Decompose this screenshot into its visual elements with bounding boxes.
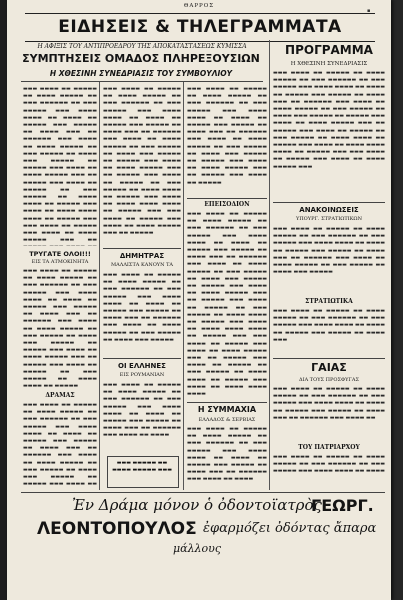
page-corner-mark: ▪ (367, 8, 371, 14)
scan-edge (391, 0, 403, 600)
divider (103, 358, 181, 359)
divider (103, 248, 181, 249)
column-rule (183, 82, 184, 490)
section-dimitras-subtitle: ΜΑΛΛΙΣΤΑ ΚΑΝΟΥΝ ΤΑ (110, 262, 174, 268)
section-ellines-subtitle: ΕΙΣ ΡΟΥΜΑΝΙΑΝ (119, 372, 165, 378)
column-rule (99, 82, 100, 490)
column-4-text-bottom: ▬▬▬ ▬▬▬▬ ▬▬ ▬▬▬▬▬ ▬▬ ▬▬▬▬ ▬▬▬▬▬ ▬▬ ▬▬▬ ▬▬▬▬▬▬ ▬▬ ▬▬▬ ▬▬▬▬▬ ▬▬▬ ▬▬▬▬ ▬▬▬▬ ▬▬ ▬▬▬▬ (273, 454, 385, 475)
column-4-text-lower: ▬▬▬ ▬▬▬▬ ▬▬ ▬▬▬▬▬ ▬▬ ▬▬▬▬ ▬▬▬▬▬ ▬▬ ▬▬▬ ▬▬▬▬▬▬ ▬▬ ▬▬▬ ▬▬▬▬▬ ▬▬▬ ▬▬▬▬ ▬▬▬▬ ▬▬ ▬▬▬▬ ▬▬ ▬▬▬▬▬ ▬▬▬ ▬▬▬▬▬ ▬▬ ▬▬▬▬ ▬▬▬ (273, 308, 385, 343)
bottom-ad-name-right: ΓΕΩΡΓ. (311, 496, 374, 515)
masthead-subtitle: Η ΑΦΙΞΙΣ ΤΟΥ ΑΝΤΙΠΡΟΕΔΡΟΥ ΤΗΣ ΑΠΟΚΑΤΑΣΤΑΣΕΩΣ ΚΥΜΙΣΣΑ (37, 43, 247, 50)
bottom-ad-name-left: ΛΕΟΝΤΟΠΟΥΛΟΣ (37, 519, 197, 539)
bottom-ad-line-2: ἐφαρμόζει ὀδόντας ἄπαρα (203, 521, 377, 536)
right-box-subtitle: Η ΧΘΕΣΙΝΗ ΣΥΝΕΔΡΙΑΣΙΣ (290, 61, 368, 67)
right-box-title: ΠΡΟΓΡΑΜΜΑ (285, 43, 373, 57)
column-1-text-top: ▬▬▬ ▬▬▬▬ ▬▬ ▬▬▬▬▬ ▬▬ ▬▬▬▬ ▬▬▬▬▬ ▬▬ ▬▬▬ ▬▬▬▬▬▬ ▬▬ ▬▬▬ ▬▬▬▬▬ ▬▬▬ ▬▬▬▬ ▬▬▬▬ ▬▬ ▬▬▬▬ ▬▬ ▬▬▬▬▬ ▬▬▬ ▬▬▬▬▬ ▬▬ ▬▬▬▬ ▬▬▬ ▬▬ ▬▬▬▬▬▬ ▬▬▬ ▬▬▬▬ ▬▬ ▬▬▬▬ ▬▬▬▬▬ ▬▬ ▬▬▬ ▬▬▬▬▬ ▬▬ ▬▬▬▬ ▬▬▬ ▬▬▬▬▬ ▬▬ ▬▬▬▬▬ ▬▬▬ ▬▬▬▬ ▬▬ ▬▬▬▬ ▬▬▬▬▬ ▬▬▬ ▬▬ ▬▬▬▬▬ ▬▬▬ ▬▬▬▬ ▬▬ ▬▬▬▬▬ ▬▬ ▬▬▬ ▬▬▬▬▬ ▬▬ ▬▬▬▬ ▬▬▬▬ ▬▬ ▬▬▬▬▬ ▬▬▬ ▬▬▬▬ ▬▬ ▬▬▬▬ ▬▬▬▬ ▬▬▬▬ ▬▬ ▬▬▬▬▬ ▬▬▬ ▬▬▬ ▬▬▬▬ ▬▬ ▬▬▬▬▬ ▬▬▬ ▬▬▬▬ ▬▬ ▬▬▬▬ ▬▬▬▬▬ ▬▬▬ ▬▬ (23, 86, 97, 244)
column-2-text-top: ▬▬▬ ▬▬▬▬ ▬▬ ▬▬▬▬▬ ▬▬ ▬▬▬▬ ▬▬▬▬▬ ▬▬ ▬▬▬ ▬▬▬▬▬▬ ▬▬ ▬▬▬ ▬▬▬▬▬ ▬▬▬ ▬▬▬▬ ▬▬▬▬ ▬▬ ▬▬▬▬ ▬▬ ▬▬▬▬▬ ▬▬▬ ▬▬▬▬▬ ▬▬ ▬▬▬▬ ▬▬▬ ▬▬ ▬▬▬▬▬▬ ▬▬▬ ▬▬▬▬ ▬▬ ▬▬▬▬ ▬▬▬▬▬ ▬▬ ▬▬▬ ▬▬▬▬▬ ▬▬ ▬▬▬▬ ▬▬▬ ▬▬▬▬▬ ▬▬ ▬▬▬▬▬ ▬▬▬ ▬▬▬▬ ▬▬ ▬▬▬▬ ▬▬▬▬▬ ▬▬▬ ▬▬ ▬▬▬▬▬ ▬▬▬ ▬▬▬▬ ▬▬ ▬▬▬▬▬ ▬▬ ▬▬▬ ▬▬▬▬▬ ▬▬ ▬▬▬▬ ▬▬▬▬ ▬▬ ▬▬▬▬▬ ▬▬▬ ▬▬▬▬ ▬▬ ▬▬▬▬ ▬▬▬▬ ▬▬▬▬ ▬▬ ▬▬▬▬▬ ▬▬▬ ▬▬▬ ▬▬▬▬ ▬▬ ▬▬▬▬▬ ▬▬▬ ▬▬▬▬ ▬▬ ▬▬▬▬ ▬▬▬▬▬ ▬▬▬ ▬▬ ▬▬▬▬▬ (103, 86, 181, 237)
section-dimitras-title: ΔΗΜΗΤΡΑΣ (119, 252, 165, 260)
section-trygetai-subtitle: ΕΙΣ ΤΑ ΑΤΜΟΚΙΝΗΤΑ (31, 259, 89, 265)
divider (273, 202, 385, 203)
paper-name: ΘΑΡΡΟΣ (183, 3, 215, 9)
newspaper-page (7, 0, 391, 600)
masthead: ΕΙΔΗΣΕΙΣ & ΤΗΛΕΓΡΑΜΜΑΤΑ (25, 13, 375, 42)
small-ad-text: ▬▬▬ ▬▬▬▬▬ ▬▬ ▬▬▬▬ ▬▬▬▬▬ ▬▬▬ (112, 460, 172, 473)
section-anakoinoseis-title: ΑΝΑΚΟΙΝΩΣΕΙΣ (299, 206, 359, 214)
section-patriarchou-title: ΤΟΥ ΠΑΤΡΙΑΡΧΟΥ (298, 444, 360, 451)
section-symmachia-subtitle: ΕΛΛΑΔΟΣ & ΣΕΡΒΙΑΣ (198, 417, 256, 423)
column-3-text-mid: ▬▬▬ ▬▬▬▬ ▬▬ ▬▬▬▬▬ ▬▬ ▬▬▬▬ ▬▬▬▬▬ ▬▬ ▬▬▬ ▬▬▬▬▬▬ ▬▬ ▬▬▬ ▬▬▬▬▬ ▬▬▬ ▬▬▬▬ ▬▬▬▬ ▬▬ ▬▬▬▬ ▬▬ ▬▬▬▬▬ ▬▬▬ ▬▬▬▬▬ ▬▬ ▬▬▬▬ ▬▬▬ ▬▬ ▬▬▬▬▬▬ ▬▬▬ ▬▬▬▬ ▬▬ ▬▬▬▬ ▬▬▬▬▬ ▬▬ ▬▬▬ ▬▬▬▬▬ ▬▬ ▬▬▬▬ ▬▬▬ ▬▬▬▬▬ ▬▬ ▬▬▬▬▬ ▬▬▬ ▬▬▬▬ ▬▬ ▬▬▬▬ ▬▬▬▬▬ ▬▬▬ ▬▬ ▬▬▬▬▬ ▬▬▬ ▬▬▬▬ ▬▬ ▬▬▬▬▬ ▬▬ ▬▬▬ ▬▬▬▬▬ ▬▬ ▬▬▬▬ ▬▬▬▬ ▬▬ ▬▬▬▬▬ ▬▬▬ ▬▬▬▬ ▬▬ ▬▬▬▬ ▬▬▬▬ ▬▬▬▬ ▬▬ ▬▬▬▬▬ ▬▬▬ ▬▬▬ ▬▬▬▬ ▬▬ ▬▬▬▬▬ ▬▬▬ ▬▬▬▬ ▬▬ ▬▬▬▬ ▬▬▬▬▬ ▬▬▬ ▬▬ ▬▬▬▬▬ ▬▬▬ ▬▬▬▬ ▬▬ ▬▬▬▬▬ ▬▬ ▬▬▬ ▬▬▬▬▬ ▬▬ ▬▬▬▬ ▬▬▬▬ ▬▬ ▬▬▬▬▬ ▬▬▬ ▬▬▬▬ ▬▬ ▬▬▬▬ ▬▬▬▬ ▬▬▬▬ (187, 211, 267, 398)
bottom-ad-line-3: μάλλους (173, 542, 221, 555)
column-1-text-bottom: ▬▬▬ ▬▬▬▬ ▬▬ ▬▬▬▬▬ ▬▬ ▬▬▬▬ ▬▬▬▬▬ ▬▬ ▬▬▬ ▬▬▬▬▬▬ ▬▬ ▬▬▬ ▬▬▬▬▬ ▬▬▬ ▬▬▬▬ ▬▬▬▬ ▬▬ ▬▬▬▬ ▬▬ ▬▬▬▬▬ ▬▬▬ ▬▬▬▬▬ ▬▬ ▬▬▬▬ ▬▬▬ ▬▬ ▬▬▬▬▬▬ ▬▬▬ ▬▬▬▬ ▬▬ ▬▬▬▬ ▬▬▬▬▬ ▬▬ ▬▬▬ ▬▬▬▬▬ ▬▬ ▬▬▬▬ ▬▬▬ ▬▬▬▬▬ ▬▬ ▬▬▬▬▬ ▬▬▬ ▬▬▬▬ ▬▬ (23, 402, 97, 488)
section-ellines-title: ΟΙ ΕΛΛΗΝΕΣ (118, 362, 166, 370)
section-trygetai-title: ΤΡΥΓΑΤΕ ΟΛΟΙ!!! (29, 250, 91, 258)
column-4-text-mid: ▬▬▬ ▬▬▬▬ ▬▬ ▬▬▬▬▬ ▬▬ ▬▬▬▬ ▬▬▬▬▬ ▬▬ ▬▬▬ ▬▬▬▬▬▬ ▬▬ ▬▬▬ ▬▬▬▬▬ ▬▬▬ ▬▬▬▬ ▬▬▬▬ ▬▬ ▬▬▬▬ ▬▬ ▬▬▬▬▬ ▬▬▬ ▬▬▬▬▬ ▬▬ ▬▬▬▬ ▬▬▬ ▬▬ ▬▬▬▬▬▬ ▬▬▬ ▬▬▬▬ ▬▬ ▬▬▬▬ ▬▬▬▬▬ ▬▬ ▬▬▬ ▬▬▬▬▬ ▬▬ ▬▬▬▬ ▬▬▬ ▬▬▬▬▬ (273, 226, 385, 276)
column-1-text-mid: ▬▬▬ ▬▬▬▬ ▬▬ ▬▬▬▬▬ ▬▬ ▬▬▬▬ ▬▬▬▬▬ ▬▬ ▬▬▬ ▬▬▬▬▬▬ ▬▬ ▬▬▬ ▬▬▬▬▬ ▬▬▬ ▬▬▬▬ ▬▬▬▬ ▬▬ ▬▬▬▬ ▬▬ ▬▬▬▬▬ ▬▬▬ ▬▬▬▬▬ ▬▬ ▬▬▬▬ ▬▬▬ ▬▬ ▬▬▬▬▬▬ ▬▬▬ ▬▬▬▬ ▬▬ ▬▬▬▬ ▬▬▬▬▬ ▬▬ ▬▬▬ ▬▬▬▬▬ ▬▬ ▬▬▬▬ ▬▬▬ ▬▬▬▬▬ ▬▬ ▬▬▬▬▬ ▬▬▬ ▬▬▬▬ ▬▬ ▬▬▬▬ ▬▬▬▬▬ ▬▬▬ ▬▬ ▬▬▬▬▬ ▬▬▬ ▬▬▬▬ ▬▬ ▬▬▬▬▬ ▬▬ ▬▬▬ ▬▬▬▬▬ ▬▬ ▬▬▬▬ ▬▬▬▬ ▬▬ ▬▬▬▬▬ (23, 268, 97, 388)
section-symmachia-title: Η ΣΥΜΜΑΧΙΑ (197, 405, 257, 414)
bottom-ad-line-1: Ἐν Δράμα μόνον ὁ ὀδοντοϊατρὸς (72, 496, 322, 514)
section-epeisodion-title: ΕΠΕΙΣΟΔΙΟΝ (204, 201, 250, 208)
section-dramas-title: ΔΡΑΜΑΣ (45, 392, 75, 399)
main-headline: ΣΥΜΠΤΗΣΕΙΣ ΟΜΑΔΟΣ ΠΛΗΡΕΞΟΥΣΙΩΝ (22, 52, 260, 65)
section-anakoinoseis-subtitle: ΥΠΟΥΡΓ. ΣΤΡΑΤΙΩΤΙΚΩΝ (296, 216, 362, 222)
column-2-text-mid: ▬▬▬ ▬▬▬▬ ▬▬ ▬▬▬▬▬ ▬▬ ▬▬▬▬ ▬▬▬▬▬ ▬▬ ▬▬▬ ▬▬▬▬▬▬ ▬▬ ▬▬▬ ▬▬▬▬▬ ▬▬▬ ▬▬▬▬ ▬▬▬▬ ▬▬ ▬▬▬▬ ▬▬ ▬▬▬▬▬ ▬▬▬ ▬▬▬▬▬ ▬▬ ▬▬▬▬ ▬▬▬ ▬▬ ▬▬▬▬▬▬ ▬▬▬ ▬▬▬▬ ▬▬ ▬▬▬▬ ▬▬▬▬▬ ▬▬ ▬▬▬ ▬▬▬▬▬ ▬▬ ▬▬▬▬ ▬▬▬ ▬▬▬▬▬ (103, 272, 181, 343)
main-subheadline: Η ΧΘΕΣΙΝΗ ΣΥΝΕΔΡΙΑΣΙΣ ΤΟΥ ΣΥΜΒΟΥΛΙΟΥ (49, 69, 233, 78)
section-gaias-subtitle: ΔΙΑ ΤΟΥΣ ΠΡΟΣΦΥΓΑΣ (298, 377, 360, 383)
divider (21, 492, 385, 493)
column-3-text-top: ▬▬▬ ▬▬▬▬ ▬▬ ▬▬▬▬▬ ▬▬ ▬▬▬▬ ▬▬▬▬▬ ▬▬ ▬▬▬ ▬▬▬▬▬▬ ▬▬ ▬▬▬ ▬▬▬▬▬ ▬▬▬ ▬▬▬▬ ▬▬▬▬ ▬▬ ▬▬▬▬ ▬▬ ▬▬▬▬▬ ▬▬▬ ▬▬▬▬▬ ▬▬ ▬▬▬▬ ▬▬▬ ▬▬ ▬▬▬▬▬▬ ▬▬▬ ▬▬▬▬ ▬▬ ▬▬▬▬ ▬▬▬▬▬ ▬▬ ▬▬▬ ▬▬▬▬▬ ▬▬ ▬▬▬▬ ▬▬▬ ▬▬▬▬▬ ▬▬ ▬▬▬▬▬ ▬▬▬ ▬▬▬▬ ▬▬ ▬▬▬▬ ▬▬▬▬▬ ▬▬▬ ▬▬ ▬▬▬▬▬ ▬▬▬ ▬▬▬▬ ▬▬ ▬▬▬▬▬ (187, 86, 267, 186)
divider (187, 402, 267, 403)
column-4-text-gaias: ▬▬▬ ▬▬▬▬ ▬▬ ▬▬▬▬▬ ▬▬ ▬▬▬▬ ▬▬▬▬▬ ▬▬ ▬▬▬ ▬▬▬▬▬▬ ▬▬ ▬▬▬ ▬▬▬▬▬ ▬▬▬ ▬▬▬▬ ▬▬▬▬ ▬▬ ▬▬▬▬ ▬▬ ▬▬▬▬▬ ▬▬▬ ▬▬▬▬▬ ▬▬ ▬▬▬▬ ▬▬▬ ▬▬ ▬▬▬▬▬▬ ▬▬▬ ▬▬▬▬ ▬▬ (273, 386, 385, 421)
divider (273, 358, 385, 359)
divider (187, 198, 267, 199)
section-stratiotika-title: ΣΤΡΑΤΙΩΤΙΚΑ (305, 298, 353, 305)
divider (21, 81, 263, 82)
column-3-text-bottom: ▬▬▬ ▬▬▬▬ ▬▬ ▬▬▬▬▬ ▬▬ ▬▬▬▬ ▬▬▬▬▬ ▬▬ ▬▬▬ ▬▬▬▬▬▬ ▬▬ ▬▬▬ ▬▬▬▬▬ ▬▬▬ ▬▬▬▬ ▬▬▬▬ ▬▬ ▬▬▬▬ ▬▬ ▬▬▬▬▬ ▬▬▬ ▬▬▬▬▬ ▬▬ ▬▬▬▬ ▬▬▬ ▬▬ ▬▬▬▬▬▬ ▬▬▬ ▬▬▬▬ ▬▬ ▬▬▬▬ (187, 426, 267, 483)
column-2-text-bottom: ▬▬▬ ▬▬▬▬ ▬▬ ▬▬▬▬▬ ▬▬ ▬▬▬▬ ▬▬▬▬▬ ▬▬ ▬▬▬ ▬▬▬▬▬▬ ▬▬ ▬▬▬ ▬▬▬▬▬ ▬▬▬ ▬▬▬▬ ▬▬▬▬ ▬▬ ▬▬▬▬ ▬▬ ▬▬▬▬▬ ▬▬▬ ▬▬▬▬▬ ▬▬ ▬▬▬▬ ▬▬▬ ▬▬ ▬▬▬▬▬▬ ▬▬▬ ▬▬▬▬ ▬▬ ▬▬▬▬ (103, 382, 181, 439)
column-4-text-top: ▬▬▬ ▬▬▬▬ ▬▬ ▬▬▬▬▬ ▬▬ ▬▬▬▬ ▬▬▬▬▬ ▬▬ ▬▬▬ ▬▬▬▬▬▬ ▬▬ ▬▬▬ ▬▬▬▬▬ ▬▬▬ ▬▬▬▬ ▬▬▬▬ ▬▬ ▬▬▬▬ ▬▬ ▬▬▬▬▬ ▬▬▬ ▬▬▬▬▬ ▬▬ ▬▬▬▬ ▬▬▬ ▬▬ ▬▬▬▬▬▬ ▬▬▬ ▬▬▬▬ ▬▬ ▬▬▬▬ ▬▬▬▬▬ ▬▬ ▬▬▬ ▬▬▬▬▬ ▬▬ ▬▬▬▬ ▬▬▬ ▬▬▬▬▬ ▬▬ ▬▬▬▬▬ ▬▬▬ ▬▬▬▬ ▬▬ ▬▬▬▬ ▬▬▬▬▬ ▬▬▬ ▬▬ ▬▬▬▬▬ ▬▬▬ ▬▬▬▬ ▬▬ ▬▬▬▬▬ ▬▬ ▬▬▬ ▬▬▬▬▬ ▬▬ ▬▬▬▬ ▬▬▬▬ ▬▬ ▬▬▬▬▬ ▬▬▬ ▬▬▬▬ ▬▬ ▬▬▬▬ ▬▬▬▬ ▬▬▬▬ ▬▬ ▬▬▬▬▬ ▬▬▬ ▬▬▬ ▬▬▬▬ ▬▬ ▬▬▬▬▬ ▬▬▬ ▬▬▬▬ ▬▬ ▬▬▬▬ ▬▬▬▬▬ ▬▬▬ (273, 70, 385, 170)
section-gaias-title: ΓΑΙΑΣ (311, 361, 347, 374)
column-rule (269, 40, 270, 490)
